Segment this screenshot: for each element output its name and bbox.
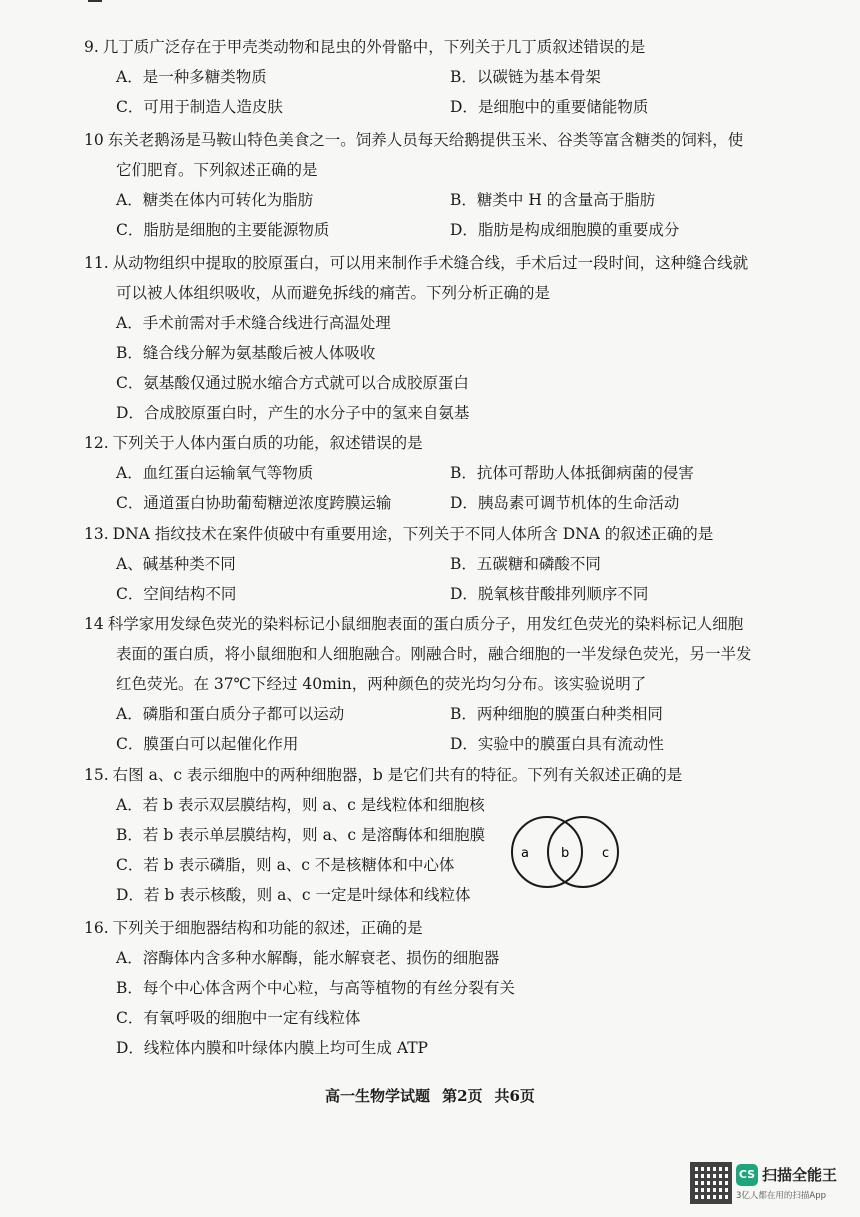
question-number: 12. [84,434,109,452]
question-stem: 科学家用发绿色荧光的染料标记小鼠细胞表面的蛋白质分子，用发红色荧光的染料标记人细胞 [107,615,744,633]
option-d: D．线粒体内膜和叶绿体内膜上均可生成 ATP [116,1039,428,1057]
question-13 [84,519,784,609]
option-b: B．若 b 表示单层膜结构，则 a、c 是溶酶体和细胞膜 [116,826,485,844]
question-stem-cont: 红色荧光。在 37℃下经过 40min，两种颜色的荧光均匀分布。该实验说明了 [116,675,647,693]
page-footer [0,1085,860,1106]
option-d: D．脱氧核苷酸排列顺序不同 [450,585,649,603]
question-12 [84,428,784,518]
option-d: D．脂肪是构成细胞膜的重要成分 [450,221,680,239]
question-stem: 下列关于细胞器结构和功能的叙述，正确的是 [112,919,423,937]
option-b: B．抗体可帮助人体抵御病菌的侵害 [450,464,694,482]
option-a: A．若 b 表示双层膜结构，则 a、c 是线粒体和细胞核 [116,796,485,814]
option-c: C．可用于制造人造皮肤 [116,98,283,116]
scan-mark [88,0,102,2]
question-15 [84,760,784,910]
question-stem: 下列关于人体内蛋白质的功能，叙述错误的是 [112,434,423,452]
question-number: 10 [84,131,104,149]
question-16 [84,913,784,1063]
option-c: C．膜蛋白可以起催化作用 [116,735,299,753]
option-c: C．空间结构不同 [116,585,237,603]
qr-code-icon [690,1162,732,1204]
option-c: C．若 b 表示磷脂，则 a、c 不是核糖体和中心体 [116,856,455,874]
option-b: B．两种细胞的膜蛋白种类相同 [450,705,663,723]
venn-label-a: a [521,846,529,861]
question-number: 11. [84,254,109,272]
venn-label-b: b [561,846,570,861]
option-a: A．磷脂和蛋白质分子都可以运动 [116,705,345,723]
option-a: A、碱基种类不同 [116,555,236,573]
camscanner-logo-icon: CS [736,1164,758,1186]
option-c: C．氨基酸仅通过脱水缩合方式就可以合成胶原蛋白 [116,374,469,392]
option-d: D．胰岛素可调节机体的生命活动 [450,494,680,512]
venn-label-c: c [602,846,610,861]
option-a: A．糖类在体内可转化为脂肪 [116,191,314,209]
option-a: A．溶酶体内含多种水解酶，能水解衰老、损伤的细胞器 [116,949,500,967]
question-stem: DNA 指纹技术在案件侦破中有重要用途，下列关于不同人体所含 DNA 的叙述正确的是 [112,525,714,543]
option-a: A．血红蛋白运输氧气等物质 [116,464,314,482]
question-14 [84,609,784,759]
question-11 [84,248,784,428]
option-c: C．有氧呼吸的细胞中一定有线粒体 [116,1009,361,1027]
footer-total: 共6页 [494,1087,535,1105]
question-number: 14 [84,615,104,633]
question-stem: 东关老鹅汤是马鞍山特色美食之一。饲养人员每天给鹅提供玉米、谷类等富含糖类的饲料，使 [107,131,744,149]
option-d: D．合成胶原蛋白时，产生的水分子中的氢来自氨基 [116,404,470,422]
question-stem-cont: 可以被人体组织吸收，从而避免拆线的痛苦。下列分析正确的是 [116,284,551,302]
option-b: B．五碳糖和磷酸不同 [450,555,601,573]
question-number: 9. [84,38,99,56]
footer-page: 第2页 [442,1087,483,1105]
question-number: 13. [84,525,109,543]
option-a: A．手术前需对手术缝合线进行高温处理 [116,314,391,332]
question-stem: 从动物组织中提取的胶原蛋白，可以用来制作手术缝合线，手术后过一段时间，这种缝合线就 [112,254,749,272]
scanner-tagline: 3亿人都在用的扫描App [736,1191,827,1201]
option-b: B．缝合线分解为氨基酸后被人体吸收 [116,344,376,362]
question-10 [84,125,784,245]
footer-title: 高一生物学试题 [325,1087,431,1105]
question-stem: 右图 a、c 表示细胞中的两种细胞器，b 是它们共有的特征。下列有关叙述正确的是 [112,766,683,784]
scanner-app-name: 扫描全能王 [762,1166,838,1184]
option-d: D．是细胞中的重要储能物质 [450,98,649,116]
option-b: B．每个中心体含两个中心粒，与高等植物的有丝分裂有关 [116,979,515,997]
option-b: B．糖类中 H 的含量高于脂肪 [450,191,656,209]
option-d: D．若 b 表示核酸，则 a、c 一定是叶绿体和线粒体 [116,886,471,904]
option-a: A．是一种多糖类物质 [116,68,267,86]
question-number: 16. [84,919,109,937]
option-d: D．实验中的膜蛋白具有流动性 [450,735,664,753]
question-stem-cont: 表面的蛋白质，将小鼠细胞和人细胞融合。刚融合时，融合细胞的一半发绿色荧光，另一半发 [116,645,752,663]
question-stem-cont: 它们肥育。下列叙述正确的是 [116,161,318,179]
question-number: 15. [84,766,109,784]
question-stem: 几丁质广泛存在于甲壳类动物和昆虫的外骨骼中，下列关于几丁质叙述错误的是 [102,38,646,56]
question-9 [84,32,784,122]
option-c: C．通道蛋白协助葡萄糖逆浓度跨膜运输 [116,494,392,512]
option-b: B．以碳链为基本骨架 [450,68,601,86]
option-c: C．脂肪是细胞的主要能源物质 [116,221,330,239]
venn-diagram [505,815,625,890]
scanner-watermark [690,1162,850,1204]
